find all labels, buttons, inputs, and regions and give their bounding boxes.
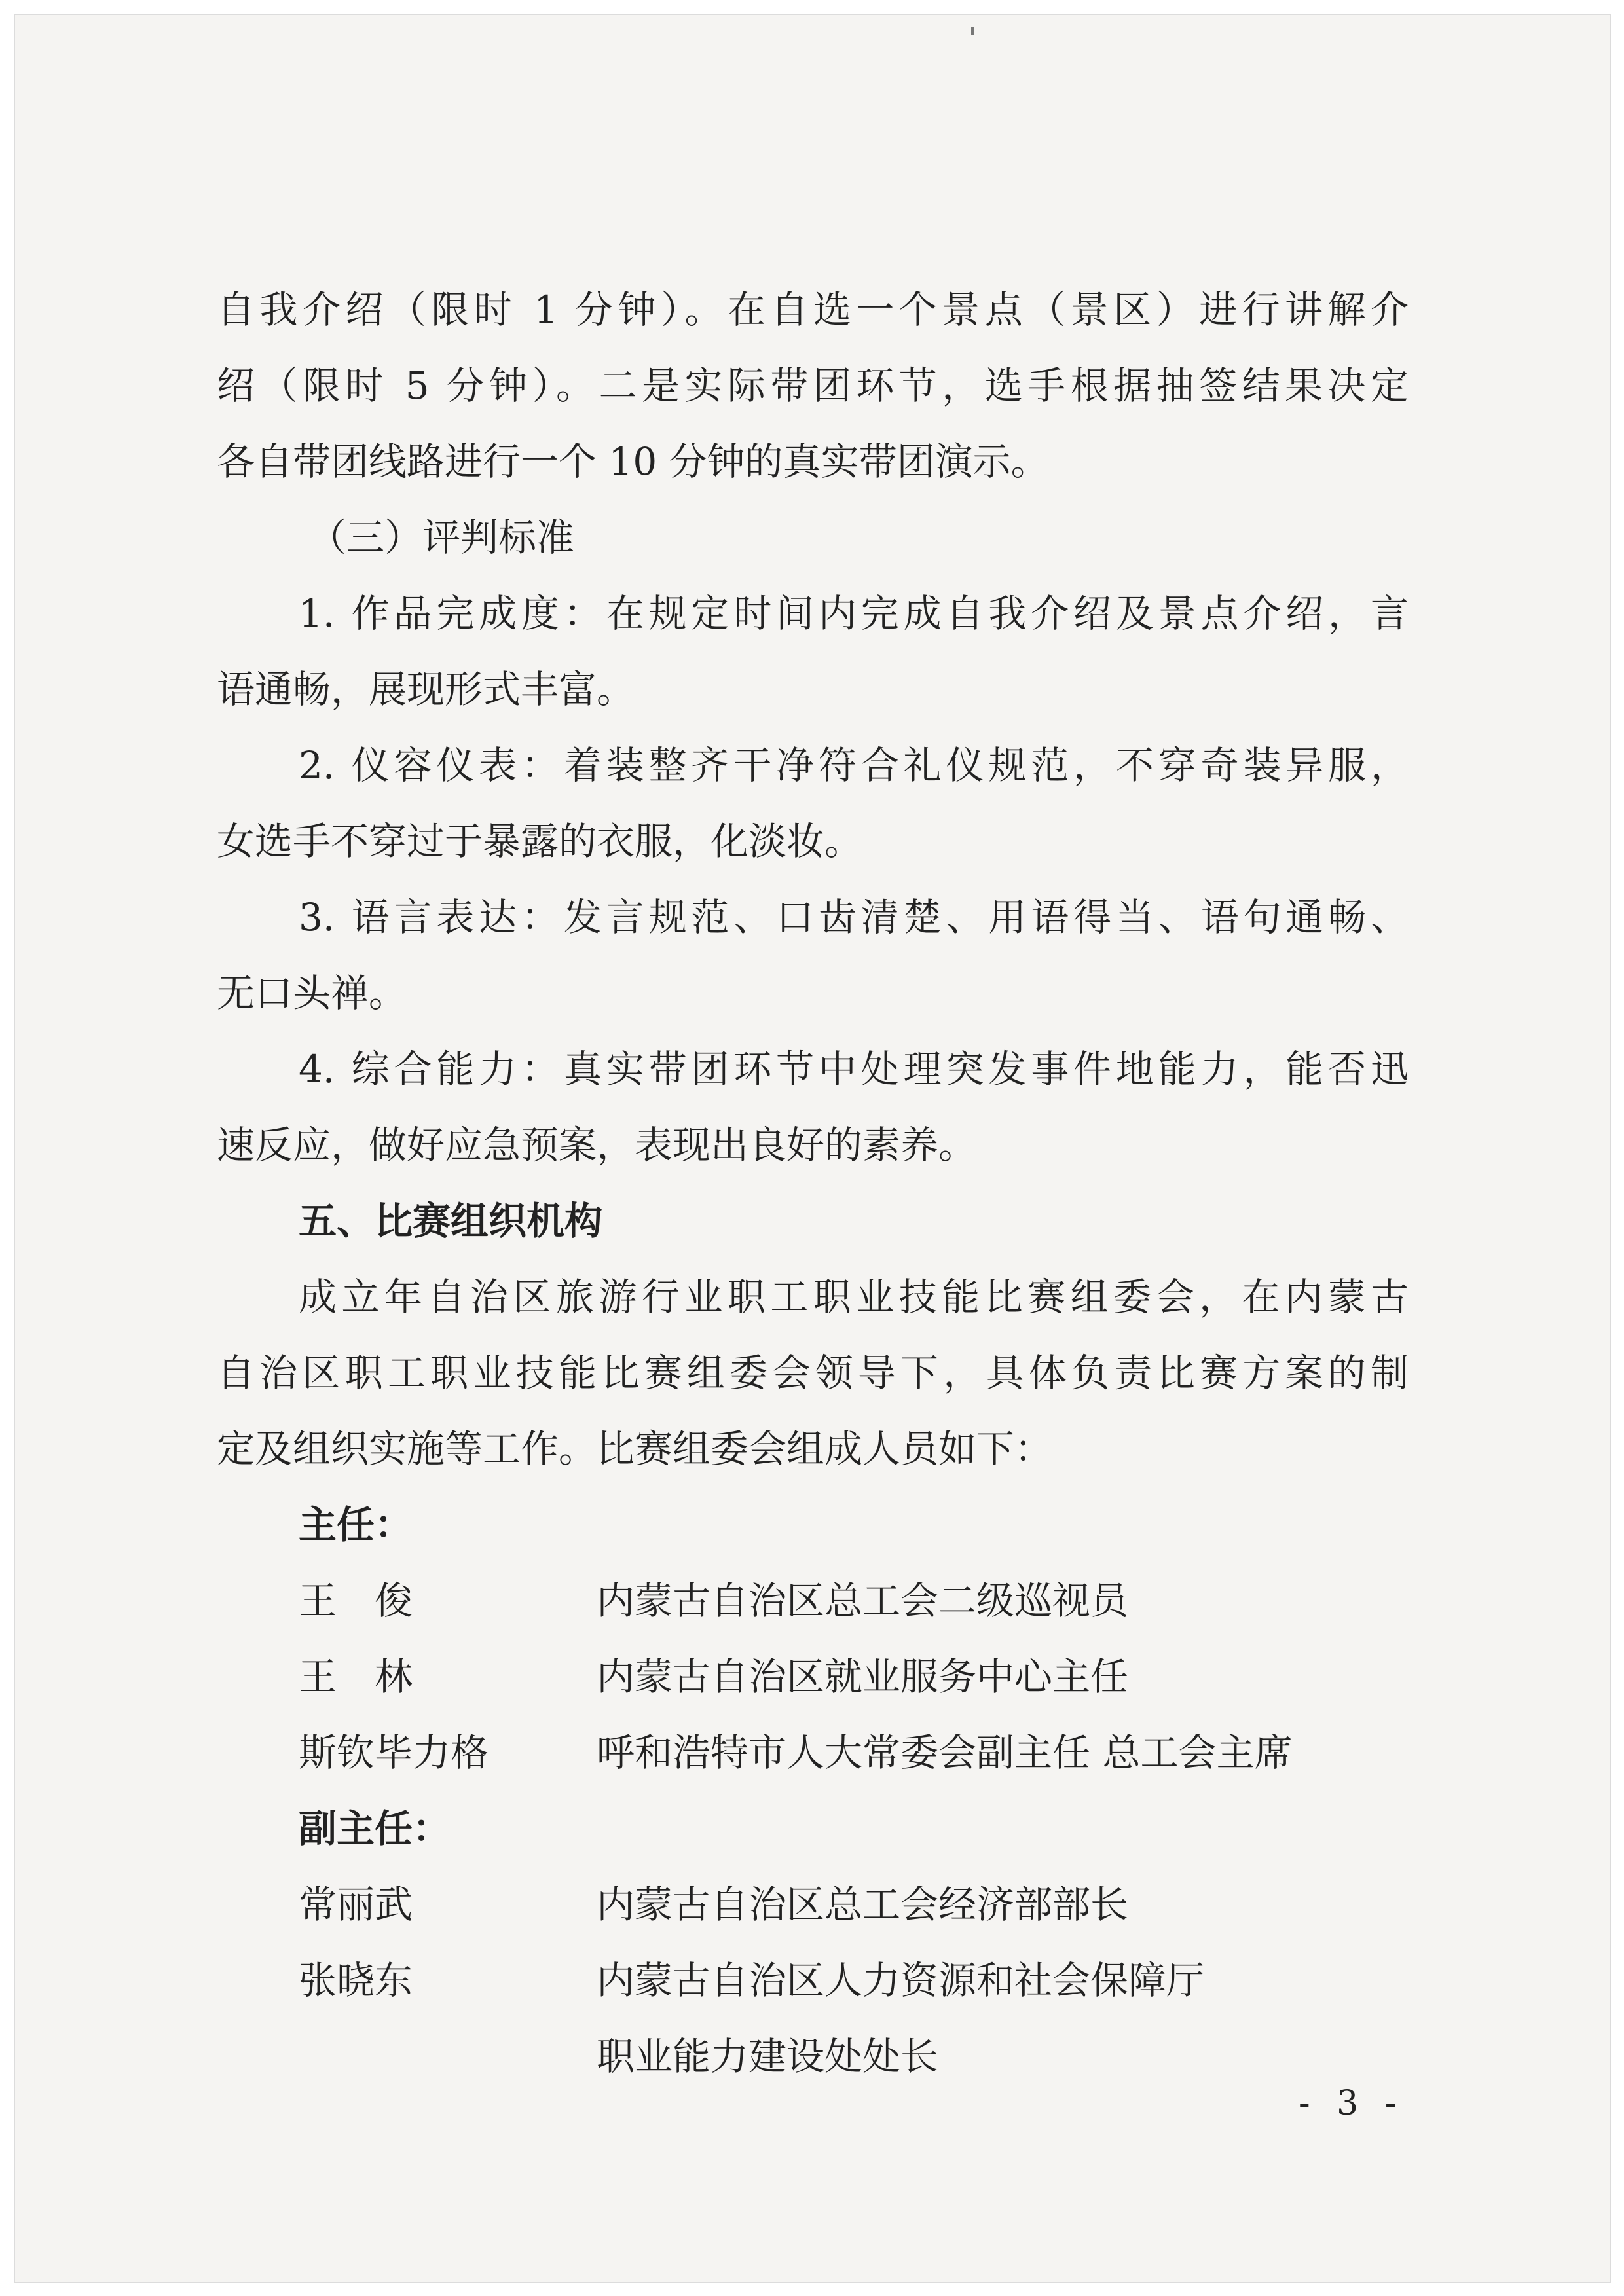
member-name: 王 林 xyxy=(299,1654,413,1699)
member-role: 呼和浩特市人大常委会副主任 总工会主席 xyxy=(597,1730,1293,1775)
body-text-line: 绍（限时 5 分钟）。二是实际带团环节，选手根据抽签结果决定 xyxy=(217,363,1409,408)
committee-member-row xyxy=(217,1726,1409,1779)
director-label: 主任： xyxy=(299,1503,413,1547)
committee-member-row xyxy=(217,1954,1409,2007)
page-number: - 3 - xyxy=(1299,2084,1405,2123)
committee-member-row xyxy=(217,2030,1409,2083)
member-role: 内蒙古自治区总工会二级巡视员 xyxy=(597,1578,1129,1623)
criteria-item-4-continuation: 速反应，做好应急预案，表现出良好的素养。 xyxy=(217,1123,977,1167)
scan-mark xyxy=(971,27,974,35)
criteria-item-1-continuation: 语通畅，展现形式丰富。 xyxy=(217,667,635,712)
criteria-item-3: 3. 语言表达：发言规范、口齿清楚、用语得当、语句通畅、 xyxy=(299,895,1409,939)
body-text-line: 定及组织实施等工作。比赛组委会组成人员如下： xyxy=(217,1427,1053,1471)
criteria-item-1: 1. 作品完成度：在规定时间内完成自我介绍及景点介绍，言 xyxy=(299,591,1409,636)
document-page xyxy=(14,14,1611,2283)
member-name: 斯钦毕力格 xyxy=(299,1730,489,1775)
criteria-item-2: 2. 仪容仪表：着装整齐干净符合礼仪规范，不穿奇装异服， xyxy=(299,743,1409,788)
body-text-line: 自我介绍（限时 1 分钟）。在自选一个景点（景区）进行讲解介 xyxy=(217,287,1409,332)
body-text-line: 成立年自治区旅游行业职工职业技能比赛组委会，在内蒙古 xyxy=(299,1275,1409,1319)
member-role: 内蒙古自治区总工会经济部部长 xyxy=(597,1882,1129,1927)
member-role-continuation: 职业能力建设处处长 xyxy=(597,2034,939,2079)
member-name: 常丽武 xyxy=(299,1882,413,1927)
criteria-item-3-continuation: 无口头禅。 xyxy=(217,971,407,1015)
section-heading-evaluation-criteria: （三）评判标准 xyxy=(308,515,575,560)
criteria-item-2-continuation: 女选手不穿过于暴露的衣服，化淡妆。 xyxy=(217,819,863,864)
section-heading-organization: 五、比赛组织机构 xyxy=(299,1199,603,1243)
committee-member-row xyxy=(217,1650,1409,1703)
body-text-line: 各自带团线路进行一个 10 分钟的真实带团演示。 xyxy=(217,439,1049,484)
member-name: 王 俊 xyxy=(299,1578,413,1623)
committee-member-row xyxy=(217,1575,1409,1627)
criteria-item-4: 4. 综合能力：真实带团环节中处理突发事件地能力，能否迅 xyxy=(299,1047,1409,1091)
member-name: 张晓东 xyxy=(299,1958,413,2003)
body-text-line: 自治区职工职业技能比赛组委会领导下，具体负责比赛方案的制 xyxy=(217,1351,1409,1395)
committee-member-row xyxy=(217,1878,1409,1931)
member-role: 内蒙古自治区人力资源和社会保障厅 xyxy=(597,1958,1205,2003)
vice-director-label: 副主任： xyxy=(299,1806,451,1851)
member-role: 内蒙古自治区就业服务中心主任 xyxy=(597,1654,1129,1699)
